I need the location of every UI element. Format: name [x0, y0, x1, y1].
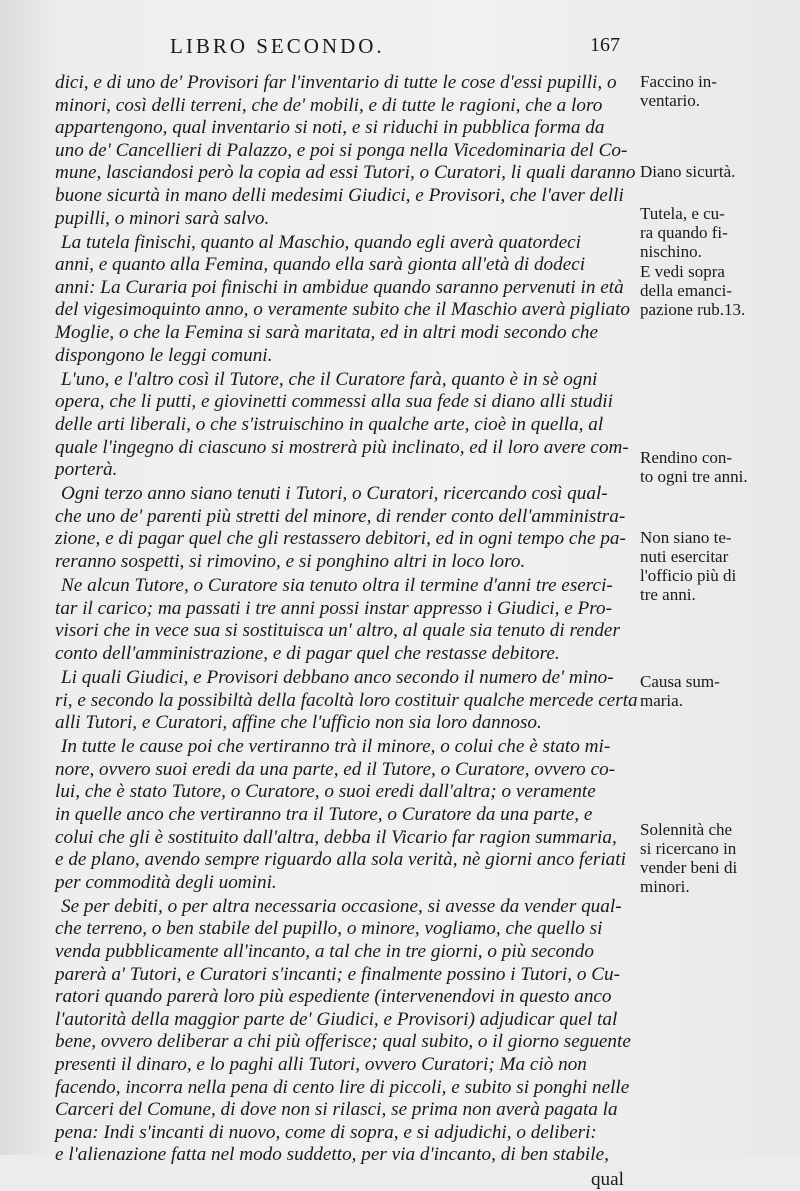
margin-note-line: Rendino con-	[640, 448, 792, 467]
text-line: uno de' Cancellieri di Palazzo, e poi si ponga nella Vicedominaria del Co-	[55, 140, 630, 163]
margin-note	[640, 162, 792, 181]
text-line: Carceri del Comune, di dove non si rilasci, se prima non averà pagata la	[55, 1099, 630, 1122]
text-line: In tutte le cause poi che vertiranno trà il minore, o colui che è stato mi-	[55, 736, 630, 759]
margin-note-line: si ricercano in	[640, 839, 792, 858]
text-line: zione, e di pagar quel che gli restassero debitori, ed in ogni tempo che pa-	[55, 528, 630, 551]
text-line: Li quali Giudici, e Provisori debbano anco secondo il numero de' mino-	[55, 667, 630, 690]
text-line: bene, ovvero deliberar a chi più offerisce; qual subito, o il giorno seguente	[55, 1031, 630, 1054]
margin-note-line: della emanci-	[640, 281, 792, 300]
text-line: buone sicurtà in mano delli medesimi Giudici, e Provisori, che l'aver delli	[55, 185, 630, 208]
catchword: qual	[55, 1169, 630, 1191]
text-line: delle arti liberali, o che s'istruischino in qualche arte, cioè in quella, al	[55, 414, 630, 437]
text-line: opera, che li putti, e giovinetti commessi alla sua fede si diano alli studii	[55, 391, 630, 414]
margin-note-line: l'officio più di	[640, 566, 792, 585]
margin-note	[640, 672, 792, 710]
text-line: conto dell'amministrazione, e di pagar quel che restasse debitore.	[55, 643, 630, 666]
text-line: Ne alcun Tutore, o Curatore sia tenuto oltra il termine d'anni tre eserci-	[55, 575, 630, 598]
text-line: del vigesimoquinto anno, o veramente subito che il Maschio averà pigliato	[55, 299, 630, 322]
margin-note-line: tre anni.	[640, 585, 792, 604]
margin-note	[640, 448, 792, 486]
margin-note	[640, 262, 792, 319]
text-line: alli Tutori, e Curatori, affine che l'ufficio non sia loro dannoso.	[55, 712, 630, 735]
margin-note-line: Solennità che	[640, 820, 792, 839]
page-number: 167	[590, 34, 620, 57]
text-line: colui che gli è sostituito dall'altra, debba il Vicario far ragion summaria,	[55, 827, 630, 850]
margin-note-line: vender beni di	[640, 858, 792, 877]
paragraph	[55, 232, 630, 368]
text-line: dici, e di uno de' Provisori far l'inventario di tutte le cose d'essi pupilli, o	[55, 72, 630, 95]
text-line: visori che in vece sua si sostituisca un' altro, al quale sia tenuto di render	[55, 620, 630, 643]
text-line: pupilli, o minori sarà salvo.	[55, 208, 630, 231]
margin-note-line: ra quando fi-	[640, 223, 792, 242]
text-line: per commodità degli uomini.	[55, 872, 630, 895]
text-line: dispongono le leggi comuni.	[55, 345, 630, 368]
margin-note-line: to ogni tre anni.	[640, 467, 792, 486]
margin-note-line: nuti esercitar	[640, 547, 792, 566]
margin-note-line: Non siano te-	[640, 528, 792, 547]
text-line: in quelle anco che vertiranno tra il Tutore, o Curatore da una parte, e	[55, 804, 630, 827]
margin-note	[640, 204, 792, 261]
text-line: parerà a' Tutori, e Curatori s'incanti; e finalmente possino i Tutori, o Cu-	[55, 964, 630, 987]
text-line: Ogni terzo anno siano tenuti i Tutori, o Curatori, ricercando così qual-	[55, 483, 630, 506]
text-line: minori, così delli terreni, che de' mobili, e di tutte le ragioni, che a loro	[55, 95, 630, 118]
text-line: La tutela finischi, quanto al Maschio, quando egli averà quatordeci	[55, 232, 630, 255]
text-line: nore, ovvero suoi eredi da una parte, ed il Tutore, o Curatore, ovvero co-	[55, 759, 630, 782]
margin-note-line: Tutela, e cu-	[640, 204, 792, 223]
text-line: venda pubblicamente all'incanto, a tal che in tre giorni, o più secondo	[55, 941, 630, 964]
margin-note-line: Diano sicurtà.	[640, 162, 792, 181]
text-line: anni: La Curaria poi finischi in ambidue quando saranno pervenuti in età	[55, 277, 630, 300]
margin-note-line: minori.	[640, 877, 792, 896]
text-line: mune, lasciandosi però la copia ad essi Tutori, o Curatori, li quali daranno	[55, 162, 630, 185]
text-line: reranno sospetti, si rimovino, e si ponghino altri in loco loro.	[55, 551, 630, 574]
text-line: che uno de' parenti più stretti del minore, di render conto dell'amministra-	[55, 506, 630, 529]
margin-note	[640, 72, 792, 110]
margin-note-line: E vedi sopra	[640, 262, 792, 281]
margin-note	[640, 820, 792, 896]
margin-note-line: Faccino in-	[640, 72, 792, 91]
main-text-column	[55, 72, 630, 1191]
text-line: che terreno, o ben stabile del pupillo, o minore, vogliamo, che quello si	[55, 918, 630, 941]
paragraph	[55, 483, 630, 573]
margin-note-line: ventario.	[640, 91, 792, 110]
margin-note-line: nischino.	[640, 242, 792, 261]
text-line: L'uno, e l'altro così il Tutore, che il Curatore farà, quanto è in sè ogni	[55, 369, 630, 392]
text-line: tar il carico; ma passati i tre anni possi instar appresso i Giudici, e Pro-	[55, 598, 630, 621]
paragraph	[55, 896, 630, 1167]
text-line: facendo, incorra nella pena di cento lire di piccoli, e subito si ponghi nelle	[55, 1077, 630, 1100]
paragraph	[55, 575, 630, 665]
text-line: pena: Indi s'incanti di nuovo, come di sopra, e si adjudichi, o deliberi:	[55, 1122, 630, 1145]
text-line: porterà.	[55, 459, 630, 482]
text-line: ratori quando parerà loro più espediente (intervenendovi in questo anco	[55, 986, 630, 1009]
text-line: quale l'ingegno di ciascuno si mostrerà più inclinato, ed il loro avere com-	[55, 437, 630, 460]
text-line: ri, e secondo la possibiltà della facoltà loro costituir qualche mercede certa	[55, 690, 630, 713]
text-line: l'autorità della maggior parte de' Giudici, e Provisori) adjudicar quel tal	[55, 1009, 630, 1032]
paragraph	[55, 667, 630, 735]
text-line: presenti il dinaro, e lo paghi alli Tutori, ovvero Curatori; Ma ciò non	[55, 1054, 630, 1077]
margin-note	[640, 528, 792, 604]
paragraph	[55, 369, 630, 482]
text-line: e l'alienazione fatta nel modo suddetto, per via d'incanto, di ben stabile,	[55, 1144, 630, 1167]
text-line: Se per debiti, o per altra necessaria occasione, si avesse da vender qual-	[55, 896, 630, 919]
text-line: anni, e quanto alla Femina, quando ella sarà gionta all'età di dodeci	[55, 254, 630, 277]
paragraph	[55, 736, 630, 894]
text-line: lui, che è stato Tutore, o Curatore, o suoi eredi dall'altra; o veramente	[55, 781, 630, 804]
paragraph	[55, 72, 630, 230]
book-section-title: LIBRO SECONDO.	[170, 34, 385, 59]
margin-note-line: maria.	[640, 691, 792, 710]
text-line: e de plano, avendo sempre riguardo alla sola verità, nè giorni anco feriati	[55, 849, 630, 872]
margin-note-line: pazione rub.13.	[640, 300, 792, 319]
margin-note-line: Causa sum-	[640, 672, 792, 691]
text-line: Moglie, o che la Femina si sarà maritata, ed in altri modi secondo che	[55, 322, 630, 345]
text-line: appartengono, qual inventario si noti, e si riduchi in pubblica forma da	[55, 117, 630, 140]
